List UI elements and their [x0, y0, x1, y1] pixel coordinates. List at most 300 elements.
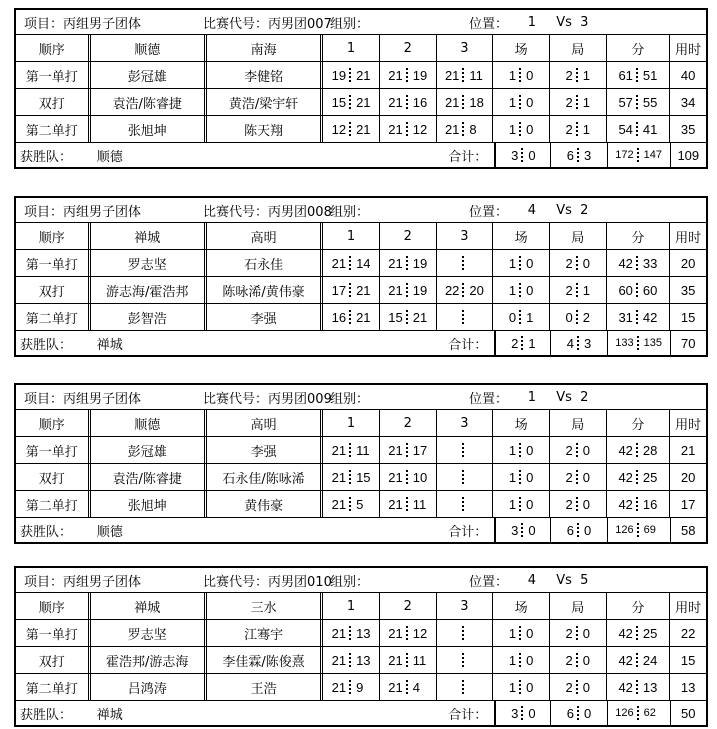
match-title-row [16, 568, 706, 593]
footer-row [16, 331, 706, 355]
total-matches-cell [495, 701, 551, 725]
match-title-row [16, 385, 706, 410]
total-matches-right: 0 [528, 147, 536, 163]
project-value: 丙组男子团体 [63, 391, 142, 407]
points-score-left: 57 [618, 94, 633, 110]
score-separator [462, 497, 466, 511]
matches-score-right: 0 [526, 469, 534, 485]
player-team-b: 李强 [207, 304, 323, 330]
points-score-left: 42 [618, 496, 633, 512]
matches-score-right: 0 [526, 442, 534, 458]
total-games [551, 143, 606, 167]
header-row [16, 35, 706, 62]
total-time: 50 [681, 705, 696, 721]
matches-score-right: 0 [526, 496, 534, 512]
matches-score-cell [493, 464, 550, 490]
matches-score [493, 464, 549, 490]
total-matches-right: 0 [528, 705, 536, 721]
game-1-score-left: 21 [331, 469, 347, 485]
game-3-score-left: 22 [444, 282, 460, 298]
total-matches [496, 701, 550, 725]
matches-score-left: 1 [508, 442, 517, 458]
game-2-score-left: 21 [388, 121, 403, 137]
games-score [550, 647, 606, 673]
points-score-right: 55 [642, 94, 658, 110]
games-score-left: 2 [565, 442, 573, 458]
game-1-score-cell [323, 491, 380, 517]
header-game-1: 1 [323, 593, 380, 619]
total-games-cell [551, 331, 607, 355]
matches-score-cell [493, 89, 550, 115]
header-time: 用时 [675, 42, 702, 58]
header-team-a: 顺德 [91, 35, 207, 61]
total-games-right: 0 [584, 522, 592, 538]
game-1-score [323, 674, 379, 700]
total-matches-right: 1 [528, 335, 536, 351]
header-team-a: 禅城 [91, 223, 207, 249]
game-2-score-left: 15 [388, 309, 403, 325]
match-title-row [16, 10, 706, 35]
header-games: 局 [550, 410, 607, 436]
game-3-score [437, 674, 493, 700]
matches-score-cell [493, 647, 550, 673]
table-row [16, 464, 706, 491]
game-3-score-cell [437, 116, 494, 142]
vs-label: Vs [556, 14, 572, 30]
total-points-left: 133 [615, 337, 634, 349]
points-score-right: 24 [642, 652, 658, 668]
header-time: 用时 [675, 417, 702, 433]
player-team-b: 石永佳/陈咏浠 [207, 464, 323, 490]
game-2-score [380, 674, 436, 700]
game-1-score-right: 21 [356, 282, 371, 298]
total-points [608, 701, 670, 725]
points-score [607, 620, 670, 646]
matches-score-left: 1 [508, 121, 517, 137]
points-score-cell [607, 277, 671, 303]
total-games-right: 3 [584, 147, 592, 163]
position-label: 位置： [469, 204, 509, 220]
vs-label: Vs [556, 389, 572, 405]
matches-score [493, 116, 549, 142]
games-score [550, 62, 606, 88]
match-table [14, 8, 708, 169]
position-b: 2 [580, 202, 589, 218]
points-score-cell [607, 464, 671, 490]
position-label: 位置： [469, 16, 509, 32]
table-row [16, 491, 706, 518]
game-3-score-cell [437, 620, 494, 646]
game-3-score [437, 464, 493, 490]
total-label: 合计： [441, 143, 495, 167]
games-score-left: 2 [565, 625, 573, 641]
games-score [550, 491, 606, 517]
points-score-right: 51 [642, 67, 658, 83]
game-2-score-cell [380, 437, 437, 463]
row-order: 第二单打 [16, 674, 91, 700]
points-score-left: 42 [618, 652, 633, 668]
header-game-3: 3 [437, 223, 494, 249]
game-2-score-left: 21 [388, 442, 403, 458]
game-2-score [380, 464, 436, 490]
player-team-a: 彭冠雄 [91, 437, 207, 463]
points-score-left: 42 [618, 469, 633, 485]
player-team-a: 张旭坤 [91, 116, 207, 142]
position-a: 4 [527, 202, 537, 218]
points-score-cell [607, 62, 671, 88]
player-team-a: 游志海/霍浩邦 [91, 277, 207, 303]
game-1-score [323, 464, 379, 490]
game-2-score [380, 304, 436, 330]
game-3-score-cell [437, 62, 494, 88]
header-order: 顺序 [16, 223, 91, 249]
games-score-cell [550, 647, 607, 673]
vs-label: Vs [556, 572, 572, 588]
time-value: 17 [680, 496, 696, 512]
header-order: 顺序 [16, 410, 91, 436]
games-score [550, 116, 606, 142]
score-separator [462, 310, 466, 324]
game-1-score [323, 491, 379, 517]
game-3-score [437, 89, 493, 115]
winner-label: 获胜队： [20, 707, 73, 723]
game-1-score-left: 21 [331, 442, 347, 458]
header-row [16, 410, 706, 437]
game-1-score-right: 13 [356, 625, 371, 641]
points-score-cell [607, 89, 671, 115]
total-points [608, 143, 670, 167]
games-score-cell [550, 250, 607, 276]
game-1-score [323, 277, 379, 303]
points-score [607, 437, 670, 463]
header-matches: 场 [493, 593, 550, 619]
matches-score-right: 0 [526, 652, 534, 668]
matches-score-right: 0 [526, 255, 534, 271]
points-score-left: 31 [618, 309, 633, 325]
header-team-b: 高明 [207, 223, 323, 249]
group-label: 组别： [330, 16, 370, 32]
matches-score-right: 0 [526, 67, 534, 83]
total-matches [496, 518, 550, 542]
total-points-right: 62 [643, 707, 656, 719]
games-score [550, 304, 606, 330]
games-score-right: 1 [582, 282, 590, 298]
games-score-left: 2 [565, 67, 573, 83]
project-label: 项目： [24, 16, 64, 32]
project-label: 项目： [24, 204, 64, 220]
game-1-score-left: 21 [331, 255, 347, 271]
time-value: 35 [680, 121, 696, 137]
project-value: 丙组男子团体 [63, 16, 142, 32]
points-score [607, 116, 670, 142]
player-team-b: 陈咏浠/黄伟豪 [207, 277, 323, 303]
project-label: 项目： [24, 391, 64, 407]
game-2-score-cell [380, 620, 437, 646]
game-3-score [437, 437, 493, 463]
total-points [608, 518, 670, 542]
game-3-score [437, 277, 493, 303]
game-2-score [380, 437, 436, 463]
game-1-score-right: 9 [356, 679, 364, 695]
game-2-score-left: 21 [388, 255, 403, 271]
game-3-score [437, 491, 493, 517]
points-score-cell [607, 250, 671, 276]
winner-value: 顺德 [96, 524, 123, 540]
match-table [14, 383, 708, 544]
games-score [550, 674, 606, 700]
game-1-score-left: 19 [331, 67, 347, 83]
total-points [608, 331, 670, 355]
row-order: 第二单打 [16, 491, 91, 517]
matches-score-right: 1 [526, 309, 534, 325]
header-matches: 场 [493, 35, 550, 61]
header-points: 分 [607, 410, 671, 436]
game-1-score-cell [323, 674, 380, 700]
game-2-score-right: 12 [412, 121, 428, 137]
matches-score-left: 1 [508, 679, 517, 695]
game-3-score-cell [437, 89, 494, 115]
games-score-right: 0 [582, 625, 590, 641]
matches-score-cell [493, 437, 550, 463]
code-label: 比赛代号： [203, 391, 269, 407]
player-team-a: 袁浩/陈睿捷 [91, 89, 207, 115]
matches-score-right: 0 [526, 625, 534, 641]
total-games-left: 6 [566, 705, 575, 721]
position-label: 位置： [469, 574, 509, 590]
header-matches: 场 [493, 223, 550, 249]
game-2-score [380, 277, 436, 303]
table-row [16, 647, 706, 674]
row-order: 第一单打 [16, 437, 91, 463]
games-score-cell [550, 437, 607, 463]
games-score [550, 464, 606, 490]
project-value: 丙组男子团体 [63, 574, 142, 590]
matches-score-right: 0 [526, 282, 534, 298]
points-score-left: 42 [618, 255, 633, 271]
points-score-right: 41 [642, 121, 658, 137]
total-games-cell [551, 143, 607, 167]
total-matches [496, 331, 550, 355]
games-score [550, 277, 606, 303]
points-score-right: 25 [642, 625, 658, 641]
game-2-score-right: 16 [412, 94, 428, 110]
header-row [16, 223, 706, 250]
row-order: 双打 [16, 277, 91, 303]
header-team-b: 高明 [207, 410, 323, 436]
total-games-left: 4 [566, 335, 575, 351]
code-label: 比赛代号： [203, 204, 269, 220]
matches-score-left: 1 [508, 652, 517, 668]
game-1-score-cell [323, 620, 380, 646]
games-score-left: 2 [565, 121, 573, 137]
header-game-1: 1 [323, 410, 380, 436]
games-score-left: 2 [565, 652, 573, 668]
header-game-3: 3 [437, 35, 494, 61]
game-3-score-left: 21 [444, 121, 460, 137]
points-score-left: 54 [618, 121, 633, 137]
game-1-score [323, 250, 379, 276]
games-score-left: 2 [565, 94, 573, 110]
code-label: 比赛代号： [203, 16, 269, 32]
header-time: 用时 [675, 230, 702, 246]
matches-score [493, 491, 549, 517]
game-3-score-cell [437, 647, 494, 673]
game-2-score-left: 21 [388, 496, 403, 512]
winner-value: 顺德 [96, 149, 123, 165]
player-team-b: 陈天翔 [207, 116, 323, 142]
points-score [607, 62, 670, 88]
total-games [551, 701, 606, 725]
player-team-a: 张旭坤 [91, 491, 207, 517]
time-value: 22 [680, 625, 696, 641]
total-games-cell [551, 518, 607, 542]
points-score [607, 250, 670, 276]
games-score-left: 2 [565, 282, 573, 298]
game-2-score-right: 4 [412, 679, 420, 695]
game-3-score-cell [437, 277, 494, 303]
game-2-score-right: 10 [412, 469, 428, 485]
header-games: 局 [550, 223, 607, 249]
score-separator [462, 470, 466, 484]
matches-score-cell [493, 250, 550, 276]
games-score-right: 0 [582, 652, 590, 668]
position-a: 1 [527, 389, 537, 405]
winner-value: 禅城 [96, 337, 123, 353]
game-2-score-right: 21 [412, 309, 428, 325]
game-1-score-cell [323, 250, 380, 276]
player-team-a: 霍浩邦/游志海 [91, 647, 207, 673]
game-2-score [380, 89, 436, 115]
header-order: 顺序 [16, 35, 91, 61]
game-2-score-right: 19 [412, 255, 428, 271]
game-1-score-right: 15 [356, 469, 371, 485]
game-1-score [323, 304, 379, 330]
code-value: 丙男团010 [268, 574, 332, 590]
game-1-score-left: 17 [331, 282, 347, 298]
row-order: 双打 [16, 89, 91, 115]
games-score [550, 250, 606, 276]
position-b: 3 [580, 14, 589, 30]
game-2-score-cell [380, 116, 437, 142]
games-score-left: 2 [565, 496, 573, 512]
game-2-score-right: 19 [412, 282, 428, 298]
code-value: 丙男团007 [268, 16, 332, 32]
game-1-score-right: 11 [356, 442, 370, 458]
game-2-score-cell [380, 464, 437, 490]
points-score-left: 42 [618, 679, 633, 695]
game-2-score-right: 11 [412, 496, 427, 512]
matches-score [493, 62, 549, 88]
points-score-left: 42 [618, 442, 633, 458]
points-score-right: 25 [642, 469, 658, 485]
games-score-cell [550, 304, 607, 330]
matches-score-cell [493, 491, 550, 517]
game-3-score-cell [437, 250, 494, 276]
position-label: 位置： [469, 391, 509, 407]
game-3-score [437, 250, 493, 276]
game-3-score-right: 18 [469, 94, 484, 110]
row-order: 双打 [16, 464, 91, 490]
player-team-b: 石永佳 [207, 250, 323, 276]
points-score-left: 60 [618, 282, 633, 298]
game-1-score-left: 21 [331, 679, 347, 695]
game-1-score-left: 21 [331, 652, 347, 668]
winner-label: 获胜队： [20, 337, 73, 353]
header-team-b: 南海 [207, 35, 323, 61]
code-label: 比赛代号： [203, 574, 269, 590]
time-value: 21 [680, 442, 696, 458]
total-games [551, 331, 606, 355]
player-team-b: 黄伟豪 [207, 491, 323, 517]
game-3-score [437, 304, 493, 330]
matches-score-left: 1 [508, 625, 517, 641]
game-3-score-right: 20 [469, 282, 484, 298]
game-2-score-cell [380, 647, 437, 673]
matches-score-left: 1 [508, 496, 517, 512]
total-games-left: 6 [566, 522, 575, 538]
game-3-score [437, 116, 493, 142]
score-separator [462, 626, 466, 640]
header-game-3: 3 [437, 593, 494, 619]
table-row [16, 250, 706, 277]
game-1-score-cell [323, 277, 380, 303]
matches-score-left: 1 [508, 94, 517, 110]
points-score [607, 464, 670, 490]
total-points-cell [608, 518, 671, 542]
matches-score-cell [493, 277, 550, 303]
game-3-score-cell [437, 304, 494, 330]
matches-score [493, 250, 549, 276]
table-row [16, 437, 706, 464]
points-score-cell [607, 437, 671, 463]
game-1-score [323, 620, 379, 646]
row-order: 第一单打 [16, 250, 91, 276]
header-points: 分 [607, 35, 671, 61]
game-2-score-left: 21 [388, 282, 403, 298]
header-order: 顺序 [16, 593, 91, 619]
total-matches-left: 3 [511, 705, 519, 721]
total-time: 58 [681, 522, 696, 538]
game-2-score-right: 12 [412, 625, 428, 641]
total-games [551, 518, 606, 542]
game-2-score-cell [380, 491, 437, 517]
game-1-score [323, 89, 379, 115]
matches-score [493, 89, 549, 115]
time-value: 20 [680, 255, 696, 271]
header-game-2: 2 [380, 593, 437, 619]
header-game-1: 1 [323, 35, 380, 61]
header-points: 分 [607, 593, 671, 619]
game-1-score-cell [323, 89, 380, 115]
time-value: 40 [680, 67, 696, 83]
player-team-a: 彭冠雄 [91, 62, 207, 88]
total-points-right: 69 [643, 524, 656, 536]
header-game-3: 3 [437, 410, 494, 436]
matches-score-right: 0 [526, 94, 534, 110]
total-time: 70 [681, 335, 696, 351]
player-team-a: 罗志坚 [91, 250, 207, 276]
games-score-right: 1 [582, 67, 590, 83]
games-score-cell [550, 491, 607, 517]
time-value: 35 [680, 282, 696, 298]
matches-score [493, 437, 549, 463]
game-2-score-cell [380, 277, 437, 303]
player-team-b: 李佳霖/陈俊熹 [207, 647, 323, 673]
total-games-right: 0 [584, 705, 592, 721]
games-score-right: 0 [582, 679, 590, 695]
games-score [550, 620, 606, 646]
table-row [16, 277, 706, 304]
